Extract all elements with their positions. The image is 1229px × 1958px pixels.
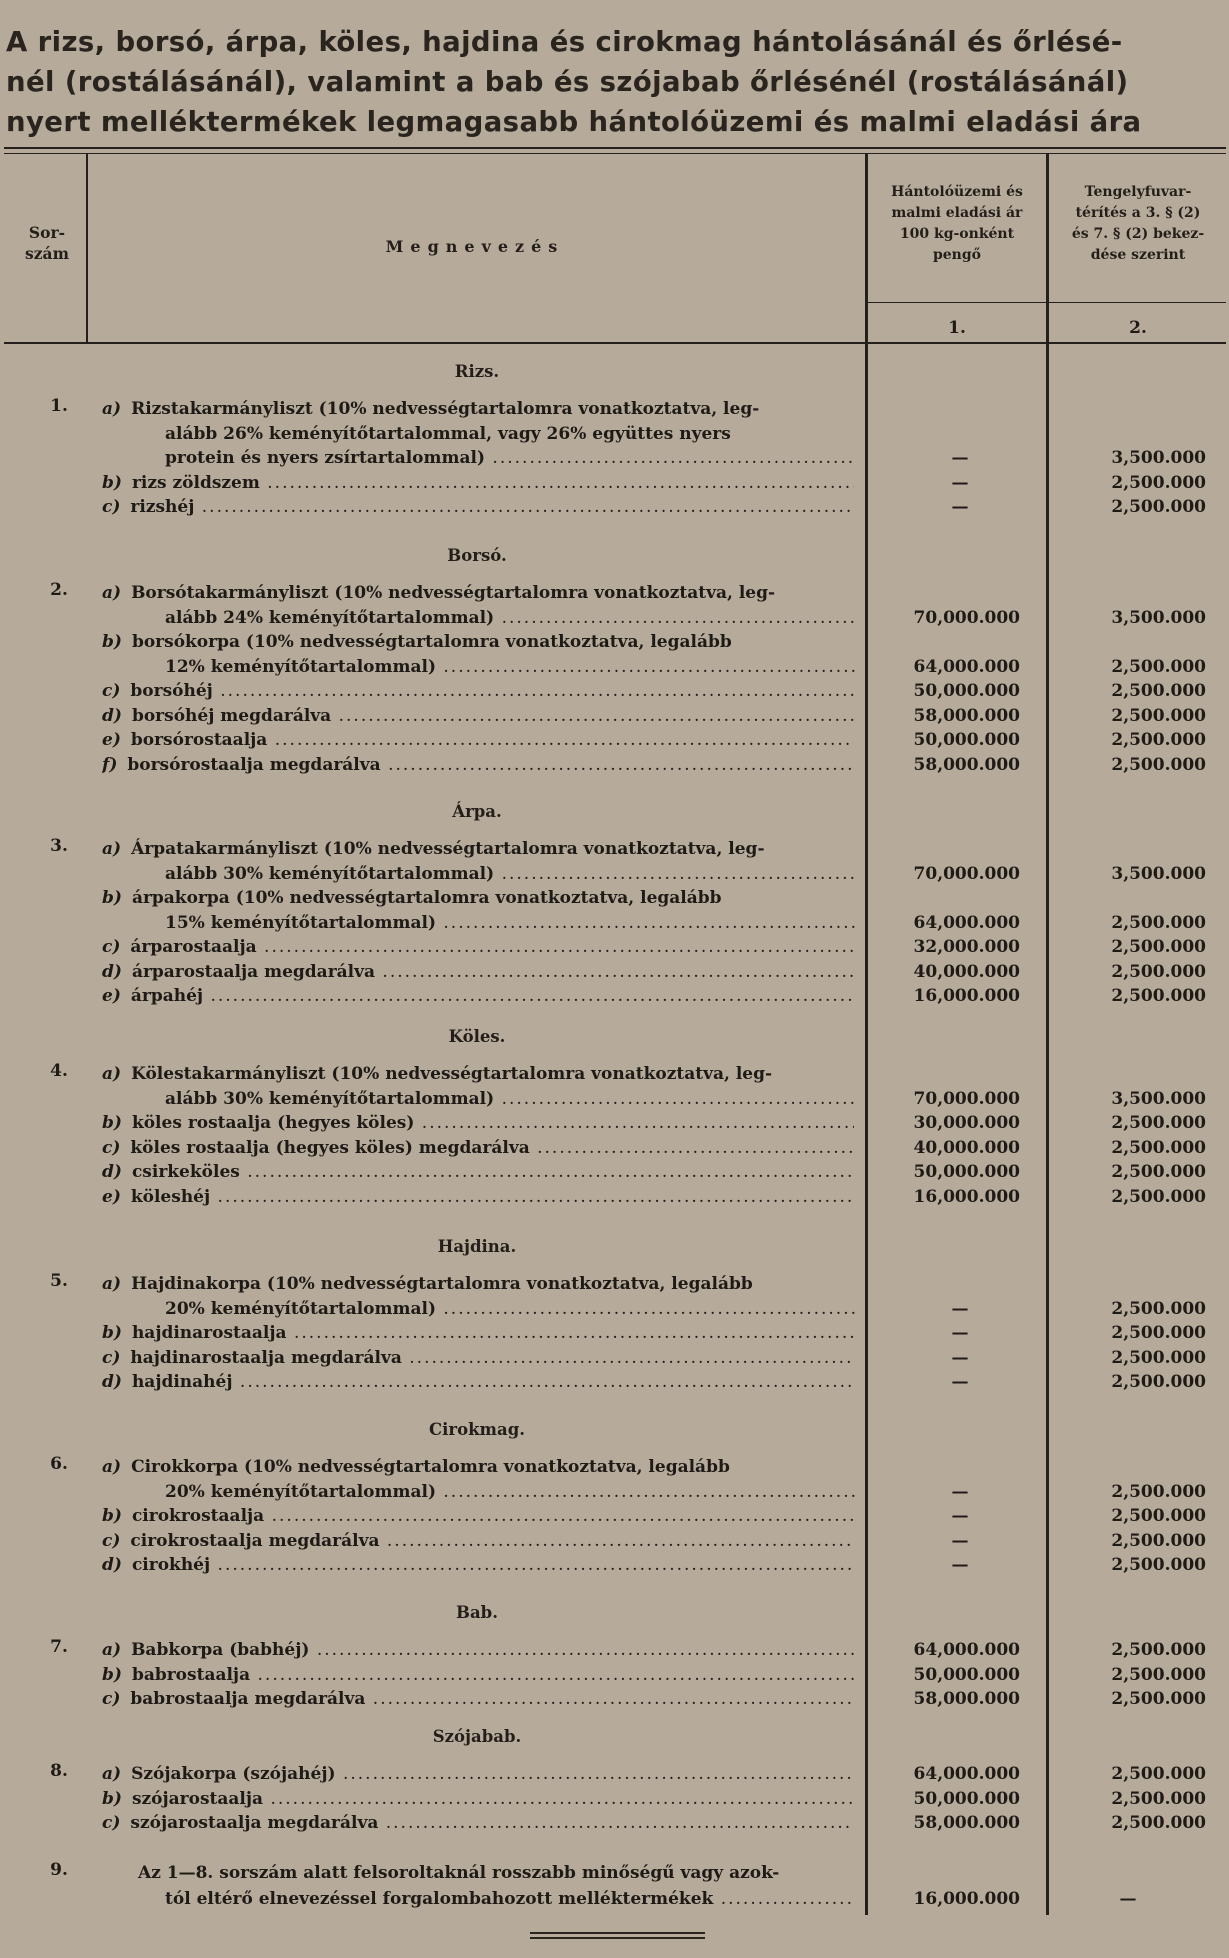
item-letter: d): [102, 1162, 122, 1182]
leader-dots: [494, 1089, 855, 1109]
table-row-continuation: [0, 654, 1229, 680]
footer-text-2: tól eltérő elnevezéssel forgalombahozott melléktermékek .....: [165, 1886, 855, 1912]
freight-value: 2,500.000: [1111, 1113, 1206, 1133]
item-letter: c): [102, 937, 121, 957]
row-number: 3.: [50, 836, 68, 856]
price-value: 64,000.000: [913, 1640, 1020, 1660]
table-row: [0, 836, 1229, 862]
footer-col2-value: —: [1119, 1889, 1137, 1909]
item-name: babrostaalja: [131, 1664, 251, 1685]
table-row: [0, 1184, 1229, 1210]
item-name: hajdinarostaalja: [131, 1323, 287, 1343]
leader-dots: [309, 1640, 854, 1660]
row-text: [102, 629, 854, 655]
row-text: [102, 1135, 854, 1161]
price-value: —: [951, 1323, 969, 1343]
freight-value: 2,500.000: [1111, 912, 1206, 933]
freight-value: 3,500.000: [1111, 448, 1206, 468]
item-name: köles rostaalja (hegyes köles) megdarálva: [130, 1137, 530, 1158]
item-letter: c): [102, 497, 121, 517]
item-letter: b): [102, 632, 122, 652]
table-row: [0, 959, 1229, 985]
row-text: [102, 836, 854, 862]
item-letter: f): [102, 754, 118, 775]
price-value: 30,000.000: [913, 1113, 1020, 1133]
item-name: árparostaalja: [130, 937, 257, 957]
section-heading: Borsó.: [447, 546, 507, 565]
row-text-continuation: [165, 910, 855, 936]
table-row: [0, 1662, 1229, 1688]
row-text: [102, 1552, 854, 1578]
item-letter: a): [102, 399, 122, 419]
table-row-continuation: [0, 1479, 1229, 1505]
price-value: 70,000.000: [913, 863, 1020, 884]
price-value: —: [951, 448, 969, 468]
row-number: 2.: [50, 580, 68, 600]
price-value: 50,000.000: [913, 1664, 1020, 1685]
sorszam-divider: [86, 153, 88, 343]
table-row: [0, 1061, 1229, 1087]
table-row-continuation: [0, 861, 1229, 887]
price-value: —: [951, 1347, 969, 1368]
item-name: borsóhéj: [130, 681, 213, 701]
price-value: —: [951, 1530, 969, 1551]
footer-text-1: Az 1—8. sorszám alatt felsoroltaknál rosszabb minőségű vagy azok-: [138, 1863, 780, 1883]
table-row: [0, 983, 1229, 1009]
row-text-continuation: [165, 1296, 855, 1322]
price-value: —: [951, 1298, 969, 1319]
price-value: 16,000.000: [913, 1186, 1020, 1207]
header-bottom-rule: [4, 342, 1226, 344]
freight-value: 2,500.000: [1111, 1764, 1206, 1784]
price-value: 50,000.000: [913, 730, 1020, 750]
row-text: [102, 1110, 854, 1136]
document-title: [6, 22, 1226, 142]
item-name-continuation: protein és nyers zsírtartalommal): [165, 448, 486, 468]
leader-dots: [260, 473, 854, 493]
price-value: 40,000.000: [913, 961, 1020, 982]
price-value: 64,000.000: [913, 656, 1020, 677]
leader-dots: [267, 730, 854, 750]
title-line-3: nyert melléktermékek legmagasabb hántolóüzemi és malmi eladási ára: [6, 106, 1142, 138]
row-text: [102, 983, 854, 1009]
item-letter: e): [102, 986, 121, 1006]
freight-value: 2,500.000: [1111, 961, 1206, 982]
freight-value: 3,500.000: [1111, 863, 1206, 884]
row-text: [102, 1686, 854, 1712]
table-row: [0, 1503, 1229, 1529]
item-letter: b): [102, 1323, 122, 1343]
row-text: [102, 1061, 854, 1087]
leader-dots: [250, 1665, 854, 1685]
item-name: árpahéj: [130, 986, 204, 1006]
freight-value: 2,500.000: [1111, 497, 1206, 517]
row-text-continuation: [165, 861, 855, 887]
table-row: [0, 1761, 1229, 1787]
leader-dots: [233, 1372, 854, 1392]
item-letter: e): [102, 1186, 121, 1207]
item-name: Cirokkorpa (10% nedvességtartalomra vonatkoztatva, legalább: [131, 1457, 730, 1477]
price-value: —: [951, 1555, 969, 1575]
header-megnevezes: Megnevezés: [385, 237, 565, 256]
row-text: [102, 678, 854, 704]
item-letter: b): [102, 472, 122, 493]
freight-value: 2,500.000: [1111, 937, 1206, 957]
price-value: 70,000.000: [913, 1088, 1020, 1109]
leader-dots: [436, 657, 855, 677]
price-value: 58,000.000: [913, 705, 1020, 726]
item-name: Rizstakarmányliszt (10% nedvességtartalomra vonatkoztatva, leg-: [131, 399, 760, 419]
closing-double-rule: [530, 1932, 705, 1939]
section-heading: Hajdina.: [437, 1237, 517, 1256]
leader-dots: [336, 1764, 854, 1784]
section-heading: Cirokmag.: [429, 1420, 525, 1439]
freight-value: 3,500.000: [1111, 607, 1206, 628]
item-letter: a): [102, 1457, 122, 1477]
row-text-continuation: [165, 654, 855, 680]
freight-value: 2,500.000: [1111, 1506, 1206, 1526]
table-row-continuation: [0, 910, 1229, 936]
freight-value: 2,500.000: [1111, 705, 1206, 726]
leader-dots: [264, 1506, 854, 1526]
freight-value: 2,500.000: [1111, 986, 1206, 1006]
item-name: szójarostaalja megdarálva: [130, 1813, 379, 1833]
table-row: [0, 752, 1229, 778]
item-letter: d): [102, 961, 122, 982]
price-value: 58,000.000: [913, 1689, 1020, 1709]
row-text: [102, 1320, 854, 1346]
item-letter: a): [102, 839, 122, 859]
freight-value: 2,500.000: [1111, 656, 1206, 677]
price-value: 58,000.000: [913, 1813, 1020, 1833]
row-text: [102, 580, 854, 606]
price-value: 58,000.000: [913, 754, 1020, 775]
table-row: [0, 629, 1229, 655]
leader-dots: [378, 1813, 854, 1833]
freight-value: 2,500.000: [1111, 1640, 1206, 1660]
item-letter: b): [102, 1788, 122, 1809]
header-col2-number: 2.: [1129, 318, 1147, 338]
item-name-continuation: alább 24% keményítőtartalommal): [165, 607, 495, 628]
leader-dots: [194, 497, 854, 517]
price-value: 16,000.000: [913, 986, 1020, 1006]
row-text: [102, 1369, 854, 1395]
leader-dots: [287, 1323, 854, 1343]
item-name: borsóhéj megdarálva: [131, 705, 332, 726]
price-value: —: [951, 1481, 969, 1502]
item-name: cirokhéj: [131, 1555, 211, 1575]
item-name-continuation: 20% keményítőtartalommal): [165, 1481, 436, 1502]
row-number: 6.: [50, 1454, 68, 1474]
price-value: 64,000.000: [913, 1764, 1020, 1784]
table-row: [0, 1271, 1229, 1297]
item-name: babrostaalja megdarálva: [130, 1689, 366, 1709]
row-text: [102, 1637, 854, 1663]
table-row: [0, 727, 1229, 753]
item-letter: a): [102, 583, 122, 603]
section-heading: Köles.: [448, 1027, 506, 1046]
freight-value: 2,500.000: [1111, 1323, 1206, 1343]
row-text: [102, 396, 854, 422]
row-text: [102, 1345, 854, 1371]
row-text: [102, 1662, 854, 1688]
price-value: 50,000.000: [913, 681, 1020, 701]
leader-dots: [365, 1689, 854, 1709]
footer-col1-value: 16,000.000: [913, 1889, 1020, 1909]
item-letter: b): [102, 1113, 122, 1133]
freight-value: 2,500.000: [1111, 754, 1206, 775]
row-text: [102, 727, 854, 753]
table-row: [0, 1454, 1229, 1480]
row-text: [102, 1810, 854, 1836]
table-row-continuation: [0, 605, 1229, 631]
row-text: [102, 494, 854, 520]
item-letter: c): [102, 1347, 121, 1368]
item-letter: a): [102, 1274, 122, 1294]
item-name: cirokrostaalja: [131, 1506, 265, 1526]
table-row-continuation: [0, 1086, 1229, 1112]
price-value: —: [951, 472, 969, 493]
freight-value: 2,500.000: [1111, 1555, 1206, 1575]
item-name: Kölestakarmányliszt (10% nedvességtartalomra vonatkoztatva, leg-: [131, 1064, 773, 1084]
price-value: —: [951, 1506, 969, 1526]
item-name-continuation: alább 30% keményítőtartalommal): [165, 1088, 495, 1109]
item-name: hajdinahéj: [131, 1372, 233, 1392]
leader-dots: [436, 1482, 855, 1502]
header-sorszam: Sor- szám: [25, 223, 69, 263]
item-name: csirkeköles: [131, 1162, 240, 1182]
item-letter: c): [102, 1813, 121, 1833]
leader-dots: [210, 1187, 854, 1207]
freight-value: 2,500.000: [1111, 1813, 1206, 1833]
row-text: [102, 885, 854, 911]
row-text: [102, 703, 854, 729]
freight-value: 2,500.000: [1111, 1530, 1206, 1551]
row-text: [102, 1454, 854, 1480]
item-letter: e): [102, 730, 121, 750]
table-row: [0, 703, 1229, 729]
item-name-continuation: 15% keményítőtartalommal): [165, 912, 436, 933]
row-number: 5.: [50, 1271, 68, 1291]
title-line-2: nél (rostálásánál), valamint a bab és szójabab őrlésénél (rostálásánál): [6, 66, 1129, 98]
item-name: szójarostaalja: [131, 1788, 264, 1809]
item-letter: a): [102, 1064, 122, 1084]
item-name: árparostaalja megdarálva: [131, 961, 376, 982]
row-text: [102, 1184, 854, 1210]
leader-dots: [381, 755, 854, 775]
row-number: 8.: [50, 1761, 68, 1781]
table-row-continuation: [0, 445, 1229, 471]
section-heading: Bab.: [456, 1603, 498, 1622]
item-letter: c): [102, 681, 121, 701]
item-name: Babkorpa (babhéj): [131, 1640, 310, 1660]
row-text: [102, 752, 854, 778]
table-row: [0, 1810, 1229, 1836]
row-text: [102, 959, 854, 985]
item-name-continuation: 20% keményítőtartalommal): [165, 1298, 436, 1319]
section-heading: Árpa.: [452, 802, 502, 821]
item-name: árpakorpa (10% nedvességtartalomra vonatkoztatva, legalább: [131, 888, 722, 908]
table-row: [0, 470, 1229, 496]
row-text-continuation: [165, 1479, 855, 1505]
table-row: [0, 580, 1229, 606]
freight-value: 2,500.000: [1111, 681, 1206, 701]
table-row: [0, 1320, 1229, 1346]
item-letter: b): [102, 1664, 122, 1685]
freight-value: 2,500.000: [1111, 1664, 1206, 1685]
row-number: 1.: [50, 396, 68, 416]
row-text: [102, 1159, 854, 1185]
item-name: borsókorpa (10% nedvességtartalomra vonatkoztatva, legalább: [131, 632, 732, 652]
leader-dots: [263, 1789, 854, 1809]
freight-value: 2,500.000: [1111, 1162, 1206, 1182]
freight-value: 2,500.000: [1111, 1347, 1206, 1368]
table-row: [0, 1552, 1229, 1578]
price-value: —: [951, 497, 969, 517]
item-name: rizs zöldszem: [131, 472, 260, 493]
table-row: [0, 396, 1229, 422]
item-name-continuation: alább 30% keményítőtartalommal): [165, 863, 495, 884]
item-name: cirokrostaalja megdarálva: [130, 1530, 380, 1551]
leader-dots: [530, 1138, 854, 1158]
freight-value: 2,500.000: [1111, 472, 1206, 493]
item-name: hajdinarostaalja megdarálva: [130, 1347, 402, 1368]
table-row: [0, 1159, 1229, 1185]
item-letter: a): [102, 1640, 122, 1660]
item-letter: b): [102, 1506, 122, 1526]
freight-value: 2,500.000: [1111, 1788, 1206, 1809]
price-value: 32,000.000: [913, 937, 1020, 957]
item-name: Árpatakarmányliszt (10% nedvességtartalomra vonatkoztatva, leg-: [131, 839, 765, 859]
footer-row: [0, 1886, 1229, 1912]
row-text: [102, 1761, 854, 1787]
table-row: [0, 885, 1229, 911]
row-text-continuation: [165, 1086, 855, 1112]
leader-dots: [485, 448, 855, 468]
item-name-continuation: 12% keményítőtartalommal): [165, 656, 436, 677]
freight-value: 2,500.000: [1111, 1481, 1206, 1502]
item-name: Hajdinakorpa (10% nedvességtartalomra vonatkoztatva, legalább: [131, 1274, 753, 1294]
freight-value: 2,500.000: [1111, 1372, 1206, 1392]
leader-dots: [494, 608, 855, 628]
leader-dots: [213, 681, 854, 701]
item-name: köles rostaalja (hegyes köles): [131, 1113, 415, 1133]
row-text: [102, 1503, 854, 1529]
leader-dots: [414, 1113, 854, 1133]
section-heading: Rizs.: [454, 362, 500, 381]
freight-value: 3,500.000: [1111, 1088, 1206, 1109]
price-value: 40,000.000: [913, 1137, 1020, 1158]
colnum-rule: [867, 302, 1226, 303]
leader-dots: [331, 706, 854, 726]
row-number-9: 9.: [50, 1860, 68, 1880]
leader-dots: [210, 1555, 854, 1575]
row-number: 4.: [50, 1061, 68, 1081]
leader-dots: [436, 913, 855, 933]
header-col1-number: 1.: [948, 318, 966, 338]
item-letter: c): [102, 1137, 121, 1158]
item-letter: d): [102, 705, 122, 726]
row-text: [102, 1271, 854, 1297]
item-name: Borsótakarmányliszt (10% nedvességtartalomra vonatkoztatva, leg-: [131, 583, 776, 603]
row-text: [102, 470, 854, 496]
leader-dots: [380, 1531, 855, 1551]
item-name: borsórostaalja megdarálva: [127, 754, 381, 775]
freight-value: 2,500.000: [1111, 1186, 1206, 1207]
item-name-continuation: alább 26% keményítőtartalommal, vagy 26% együttes nyers: [165, 423, 731, 444]
table-top-rule: [4, 147, 1226, 149]
price-value: 50,000.000: [913, 1788, 1020, 1809]
table-row: [0, 1345, 1229, 1371]
table-row: [0, 494, 1229, 520]
table-row: [0, 934, 1229, 960]
table-row-continuation: [0, 1296, 1229, 1322]
item-name: rizshéj: [130, 497, 195, 517]
item-name: borsórostaalja: [130, 730, 268, 750]
freight-value: 2,500.000: [1111, 1298, 1206, 1319]
table-row: [0, 1637, 1229, 1663]
title-line-1: A rizs, borsó, árpa, köles, hajdina és cirokmag hántolásánál és őrlésé-: [6, 26, 1123, 58]
table-row: [0, 1686, 1229, 1712]
item-letter: d): [102, 1555, 122, 1575]
row-text: [102, 1786, 854, 1812]
leader-dots: [240, 1162, 854, 1182]
row-number: 7.: [50, 1637, 68, 1657]
leader-dots: [402, 1348, 854, 1368]
row-text: [102, 934, 854, 960]
header-col2: Tengelyfuvar- térítés a 3. § (2) és 7. § (2) bekez- dése szerint: [1071, 184, 1205, 263]
table-row: [0, 1786, 1229, 1812]
table-row: [0, 678, 1229, 704]
table-row: [0, 1369, 1229, 1395]
row-text-continuation: [165, 445, 855, 471]
item-letter: b): [102, 888, 122, 908]
leader-dots: [257, 937, 854, 957]
row-text: [102, 1528, 854, 1554]
price-value: 50,000.000: [913, 1162, 1020, 1182]
item-letter: a): [102, 1764, 122, 1784]
row-text-continuation: [165, 421, 855, 447]
price-value: 64,000.000: [913, 912, 1020, 933]
table-row: [0, 1110, 1229, 1136]
header-col1: Hántolóüzemi és malmi eladási ár 100 kg-onként pengő: [891, 184, 1023, 263]
table-row: [0, 1528, 1229, 1554]
item-name: Szójakorpa (szójahéj): [131, 1764, 336, 1784]
section-heading: Szójabab.: [432, 1727, 522, 1746]
item-letter: c): [102, 1689, 121, 1709]
price-value: 70,000.000: [913, 607, 1020, 628]
row-text-continuation: [165, 605, 855, 631]
freight-value: 2,500.000: [1111, 730, 1206, 750]
price-value: —: [951, 1372, 969, 1392]
item-letter: d): [102, 1372, 122, 1392]
leader-dots: [436, 1299, 855, 1319]
table-row-continuation: [0, 421, 1229, 447]
freight-value: 2,500.000: [1111, 1689, 1206, 1709]
leader-dots: [203, 986, 854, 1006]
leader-dots: [494, 864, 855, 884]
freight-value: 2,500.000: [1111, 1137, 1206, 1158]
item-letter: c): [102, 1530, 121, 1551]
table-row: [0, 1135, 1229, 1161]
item-name: köleshéj: [130, 1186, 211, 1207]
table-top-rule-thin: [4, 153, 1226, 154]
leader-dots: [375, 962, 854, 982]
